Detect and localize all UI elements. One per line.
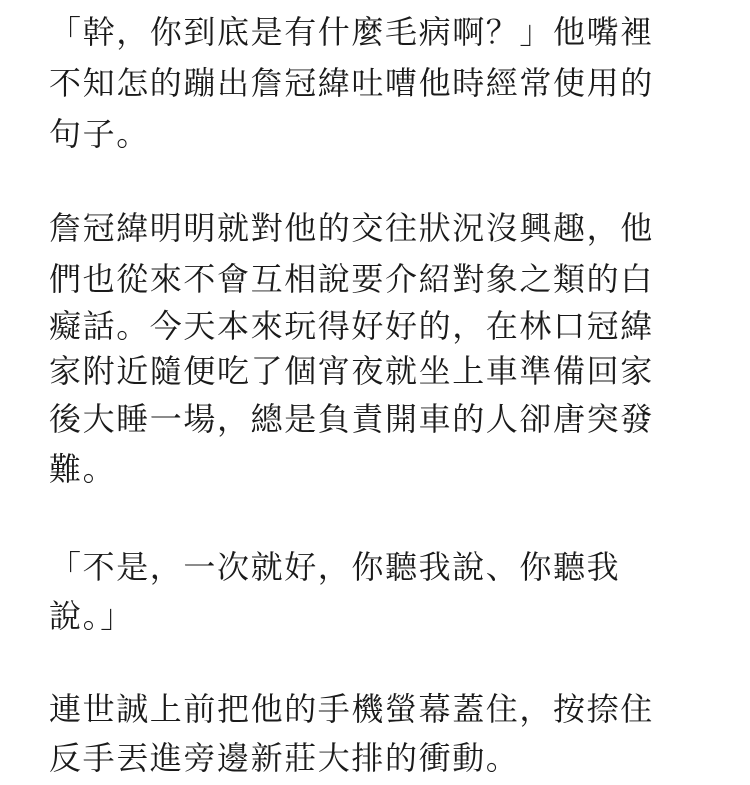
text-line: 連世誠上前把他的手機螢幕蓋住，按捺住 bbox=[49, 690, 654, 728]
text-line: 不知怎的蹦出詹冠緯吐嘈他時經常使用的 bbox=[49, 64, 654, 102]
text-line: 家附近隨便吃了個宵夜就坐上車準備回家 bbox=[49, 352, 654, 390]
text-line: 們也從來不會互相說要介紹對象之類的白 bbox=[49, 260, 654, 298]
text-line: 反手丟進旁邊新莊大排的衝動。 bbox=[49, 739, 520, 777]
text-line: 癡話。今天本來玩得好好的，在林口冠緯 bbox=[49, 307, 654, 345]
text-line: 句子。 bbox=[49, 115, 150, 153]
text-line: 「幹，你到底是有什麼毛病啊？」他嘴裡 bbox=[49, 13, 654, 51]
text-line: 「不是，一次就好，你聽我說、你聽我 bbox=[49, 548, 621, 586]
text-line: 詹冠緯明明就對他的交往狀況沒興趣，他 bbox=[49, 209, 654, 247]
text-line: 難。 bbox=[49, 450, 117, 488]
text-line: 說。」 bbox=[49, 597, 134, 635]
text-line: 後大睡一場，總是負責開車的人卻唐突發 bbox=[49, 400, 654, 438]
